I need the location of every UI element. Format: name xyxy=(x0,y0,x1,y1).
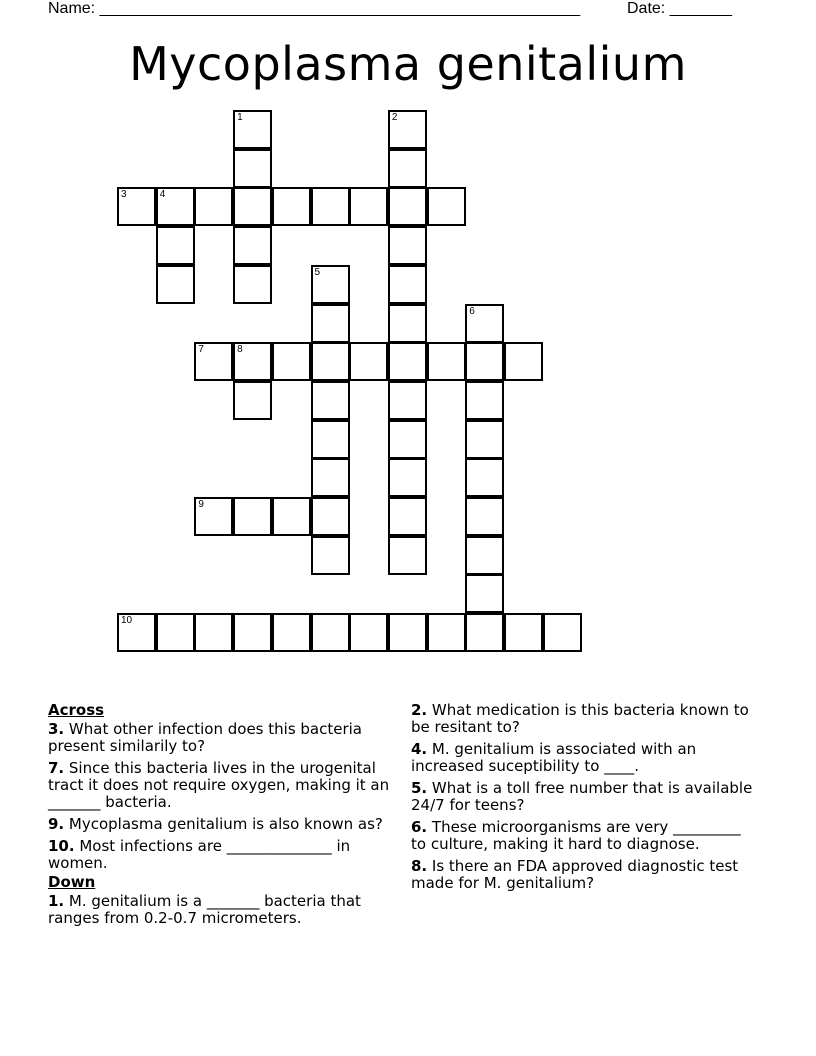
crossword-cell[interactable] xyxy=(388,342,427,381)
crossword-cell[interactable] xyxy=(504,342,543,381)
crossword-cell[interactable] xyxy=(233,110,272,149)
clue-text: What other infection does this bacteria present similarily to? xyxy=(48,720,362,755)
clue-down-5 xyxy=(411,780,756,814)
crossword-cell[interactable] xyxy=(233,381,272,420)
crossword-cell[interactable] xyxy=(156,613,195,652)
clue-down-1 xyxy=(48,893,393,927)
crossword-cell[interactable] xyxy=(272,187,311,226)
clue-across-3 xyxy=(48,721,393,755)
crossword-cell[interactable] xyxy=(388,226,427,265)
crossword-cell[interactable] xyxy=(194,613,233,652)
crossword-cell[interactable] xyxy=(388,613,427,652)
crossword-cell[interactable] xyxy=(349,187,388,226)
crossword-cell[interactable] xyxy=(156,265,195,304)
clue-number: 6. xyxy=(411,818,428,836)
clues-right-column xyxy=(411,702,756,897)
crossword-cell[interactable] xyxy=(427,342,466,381)
crossword-cell[interactable] xyxy=(233,497,272,536)
crossword-cell[interactable] xyxy=(427,187,466,226)
crossword-cell[interactable] xyxy=(388,420,427,459)
crossword-cell[interactable] xyxy=(465,381,504,420)
clue-number: 5. xyxy=(411,779,428,797)
clue-number: 3. xyxy=(48,720,65,738)
clue-number: 7. xyxy=(48,759,65,777)
clue-number: 9. xyxy=(48,815,65,833)
clue-text: Since this bacteria lives in the urogenital tract it does not require oxygen, making it an _______ bacteria. xyxy=(48,759,390,811)
crossword-cell[interactable] xyxy=(465,342,504,381)
cell-number: 5 xyxy=(314,266,321,278)
crossword-cell[interactable] xyxy=(233,265,272,304)
cell-number: 7 xyxy=(198,344,204,356)
across-heading: Across xyxy=(48,701,105,719)
crossword-cell[interactable] xyxy=(465,613,504,652)
crossword-cell[interactable] xyxy=(465,536,504,575)
crossword-cell[interactable] xyxy=(311,613,350,652)
crossword-cell[interactable] xyxy=(311,458,350,497)
crossword-cell[interactable] xyxy=(465,574,504,613)
crossword-cell[interactable] xyxy=(311,497,350,536)
crossword-cell[interactable] xyxy=(427,613,466,652)
crossword-cell[interactable] xyxy=(349,613,388,652)
clue-across-10 xyxy=(48,838,393,872)
clue-number: 1. xyxy=(48,892,65,910)
crossword-cell[interactable] xyxy=(311,420,350,459)
clue-text: These microorganisms are very _________ to culture, making it hard to diagnose. xyxy=(411,818,741,853)
clue-text: What is a toll free number that is available 24/7 for teens? xyxy=(411,779,753,814)
cell-number: 2 xyxy=(391,112,398,123)
crossword-cell[interactable] xyxy=(156,226,195,265)
crossword-cell[interactable] xyxy=(388,187,427,226)
clue-number: 2. xyxy=(411,701,428,719)
crossword-cell[interactable] xyxy=(311,342,350,381)
crossword-cell[interactable] xyxy=(233,149,272,188)
clue-number: 4. xyxy=(411,740,428,758)
crossword-cell[interactable] xyxy=(388,381,427,420)
crossword-cell[interactable] xyxy=(311,265,350,304)
clue-text: M. genitalium is associated with an increased suceptibility to ____. xyxy=(411,740,697,775)
cell-number: 10 xyxy=(121,615,133,627)
clue-text: Is there an FDA approved diagnostic test made for M. genitalium? xyxy=(411,857,739,892)
clue-text: M. genitalium is a _______ bacteria that ranges from 0.2-0.7 micrometers. xyxy=(48,892,361,927)
clue-down-6 xyxy=(411,819,756,853)
cell-number: 8 xyxy=(237,344,243,356)
crossword-cell[interactable] xyxy=(388,536,427,575)
crossword-cell[interactable] xyxy=(349,342,388,381)
clue-number: 8. xyxy=(411,857,428,875)
crossword-cell[interactable] xyxy=(388,458,427,497)
crossword-cell[interactable] xyxy=(194,497,233,536)
puzzle-title: Mycoplasma genitalium xyxy=(129,37,687,91)
clue-across-9 xyxy=(48,816,393,833)
crossword-cell[interactable] xyxy=(194,342,233,381)
crossword-cell[interactable] xyxy=(543,613,582,652)
crossword-cell[interactable] xyxy=(465,458,504,497)
cell-number: 1 xyxy=(237,112,243,123)
crossword-cell[interactable] xyxy=(465,420,504,459)
clue-down-4 xyxy=(411,741,756,775)
date-field-label: Date: _______ xyxy=(627,0,732,17)
crossword-cell[interactable] xyxy=(388,497,427,536)
crossword-cell[interactable] xyxy=(272,613,311,652)
crossword-cell[interactable] xyxy=(233,342,272,381)
clues-left-column xyxy=(48,702,393,932)
clue-text: Mycoplasma genitalium is also known as? xyxy=(64,815,383,833)
clue-across-7 xyxy=(48,760,393,811)
crossword-cell[interactable] xyxy=(465,497,504,536)
cell-number: 4 xyxy=(159,189,166,201)
crossword-cell[interactable] xyxy=(233,613,272,652)
crossword-cell[interactable] xyxy=(156,187,195,226)
crossword-cell[interactable] xyxy=(233,187,272,226)
clue-text: What medication is this bacteria known to be resitant to? xyxy=(411,701,749,736)
cell-number: 6 xyxy=(469,305,475,317)
crossword-cell[interactable] xyxy=(311,304,350,343)
down-heading: Down xyxy=(48,873,96,891)
crossword-cell[interactable] xyxy=(388,149,427,188)
crossword-cell[interactable] xyxy=(311,536,350,575)
cell-number: 9 xyxy=(198,499,204,510)
crossword-cell[interactable] xyxy=(272,497,311,536)
crossword-cell[interactable] xyxy=(504,613,543,652)
crossword-cell[interactable] xyxy=(311,381,350,420)
clue-down-8 xyxy=(411,858,756,892)
crossword-cell[interactable] xyxy=(194,187,233,226)
crossword-cell[interactable] xyxy=(465,304,504,343)
crossword-cell[interactable] xyxy=(233,226,272,265)
crossword-cell[interactable] xyxy=(388,304,427,343)
clue-text: Most infections are ______________ in women. xyxy=(48,837,351,872)
crossword-cell[interactable] xyxy=(272,342,311,381)
clue-down-2 xyxy=(411,702,756,736)
crossword-cell[interactable] xyxy=(311,187,350,226)
crossword-cell[interactable] xyxy=(117,187,156,226)
crossword-cell[interactable] xyxy=(388,265,427,304)
clue-number: 10. xyxy=(48,837,75,855)
crossword-cell[interactable] xyxy=(117,613,156,652)
name-field-label: Name: ______________________________________________________ xyxy=(48,0,581,17)
crossword-cell[interactable] xyxy=(388,110,427,149)
cell-number: 3 xyxy=(121,189,127,201)
